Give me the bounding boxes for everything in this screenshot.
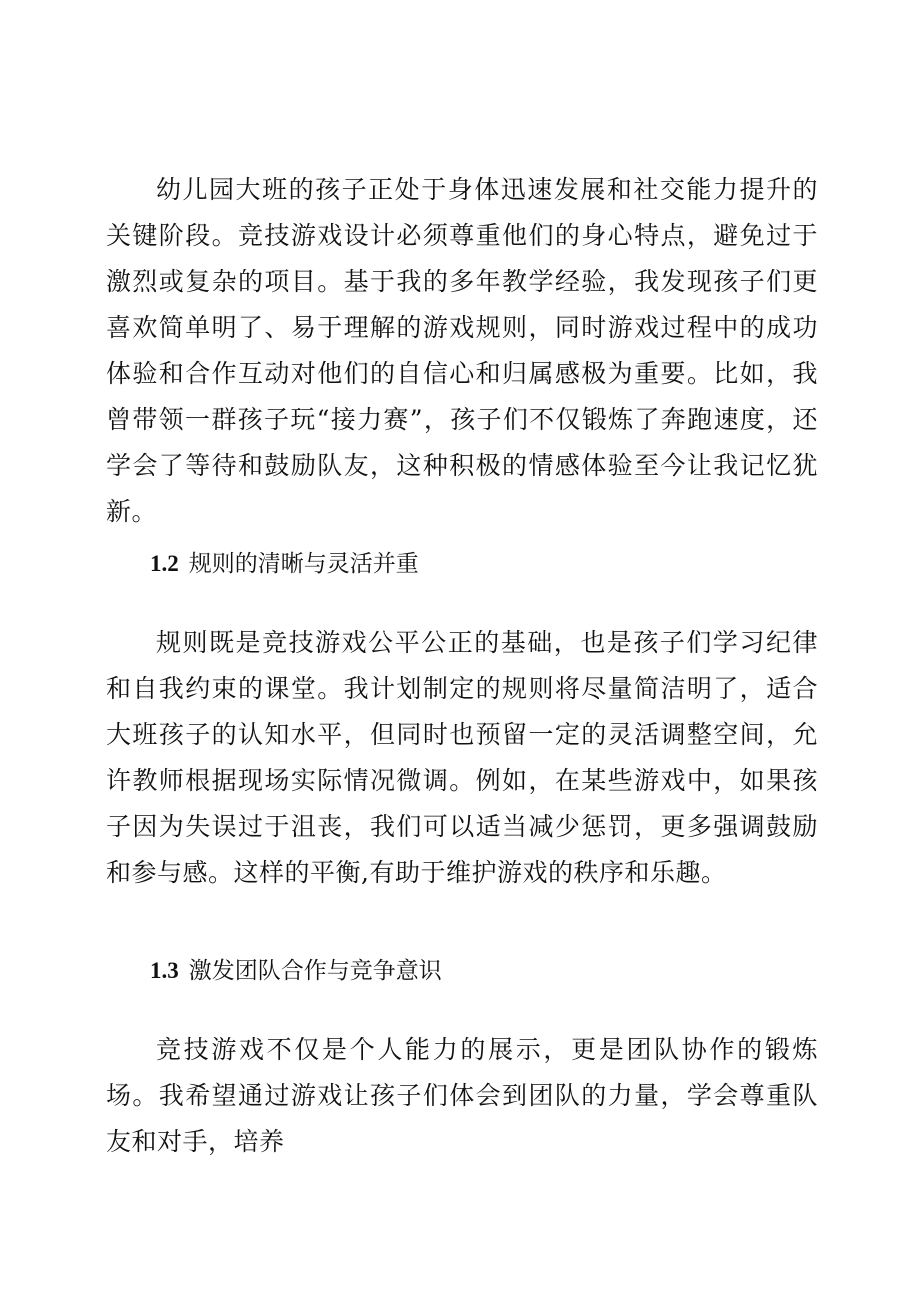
section-number: 1.2: [150, 551, 179, 576]
section-heading-1-3: [150, 955, 442, 987]
paragraph-rules: 规则既是竞技游戏公平公正的基础，也是孩子们学习纪律和自我约束的课堂。我计划制定的规则将尽量简洁明了，适合大班孩子的认知水平，但同时也预留一定的灵活调整空间，允许教师根据现场实际情况微调。例如，在某些游戏中，如果孩子因为失误过于沮丧，我们可以适当减少惩罚，更多强调鼓励和参与感。这样的平衡,有助于维护游戏的秩序和乐趣。: [106, 628, 818, 887]
section-title: 激发团队合作与竞争意识: [188, 958, 442, 984]
paragraph-intro: 幼儿园大班的孩子正处于身体迅速发展和社交能力提升的关键阶段。竞技游戏设计必须尊重他们的身心特点，避免过于激烈或复杂的项目。基于我的多年教学经验，我发现孩子们更喜欢简单明了、易于理解的游戏规则，同时游戏过程中的成功体验和合作互动对他们的自信心和归属感极为重要。比如，我曾带领一群孩子玩“接力赛”，孩子们不仅锻炼了奔跑速度，还学会了等待和鼓励队友，这种积极的情感体验至今让我记忆犹新。: [106, 175, 818, 526]
section-heading-1-2: [150, 548, 419, 580]
section-title: 规则的清晰与灵活并重: [188, 551, 419, 577]
paragraph-teamwork: 竞技游戏不仅是个人能力的展示，更是团队协作的锻炼场。我希望通过游戏让孩子们体会到团队的力量，学会尊重队友和对手，培养: [106, 1035, 818, 1156]
section-number: 1.3: [150, 958, 179, 983]
